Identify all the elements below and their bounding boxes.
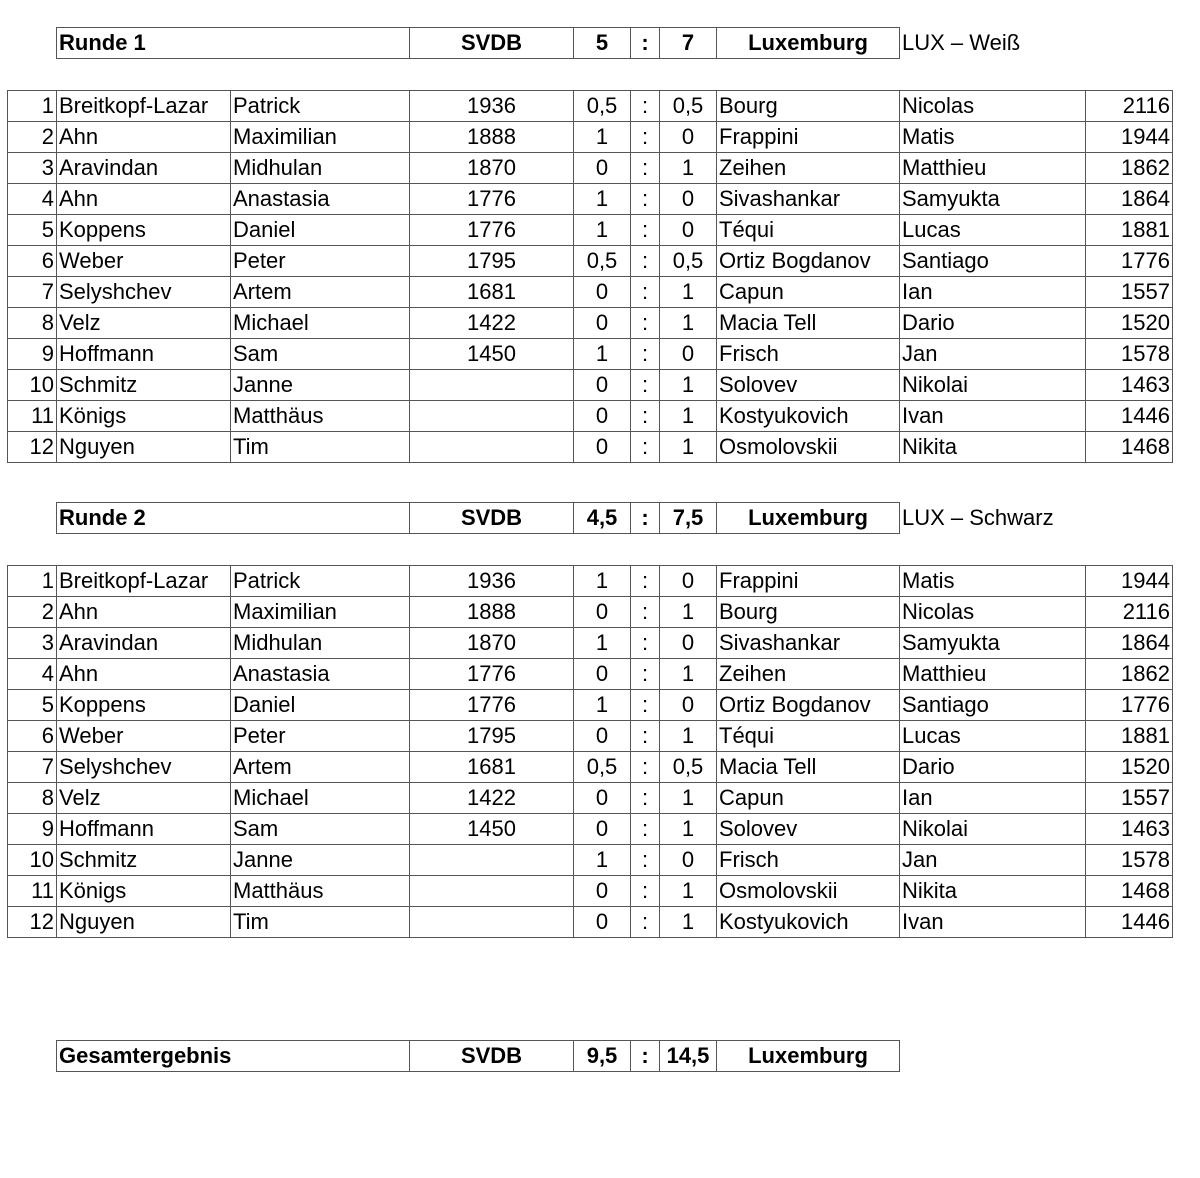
away-result: 1 — [660, 401, 717, 432]
total-label: Gesamtergebnis — [57, 1041, 410, 1072]
opponent-first-name: Nicolas — [900, 91, 1086, 122]
opponent-rating: 1557 — [1086, 783, 1173, 814]
away-result: 1 — [660, 277, 717, 308]
opponent-first-name: Nikolai — [900, 814, 1086, 845]
away-result: 1 — [660, 308, 717, 339]
away-result: 0,5 — [660, 246, 717, 277]
table-row — [8, 752, 1173, 783]
player-rating — [410, 907, 574, 938]
player-first-name: Tim — [231, 907, 410, 938]
opponent-first-name: Matis — [900, 122, 1086, 153]
opponent-last-name: Macia Tell — [717, 752, 900, 783]
board-number: 4 — [8, 659, 57, 690]
player-first-name: Anastasia — [231, 659, 410, 690]
player-first-name: Anastasia — [231, 184, 410, 215]
round-1-header — [56, 27, 1050, 59]
table-row — [8, 246, 1173, 277]
away-result: 0 — [660, 566, 717, 597]
opponent-last-name: Solovev — [717, 370, 900, 401]
table-row — [8, 659, 1173, 690]
opponent-last-name: Sivashankar — [717, 184, 900, 215]
player-last-name: Königs — [57, 876, 231, 907]
home-result: 1 — [574, 690, 631, 721]
result-separator: : — [631, 907, 660, 938]
player-first-name: Peter — [231, 721, 410, 752]
opponent-last-name: Frappini — [717, 566, 900, 597]
opponent-last-name: Téqui — [717, 215, 900, 246]
home-result: 1 — [574, 215, 631, 246]
player-first-name: Maximilian — [231, 122, 410, 153]
player-last-name: Koppens — [57, 215, 231, 246]
home-result: 0 — [574, 597, 631, 628]
opponent-first-name: Nikita — [900, 876, 1086, 907]
result-separator: : — [631, 246, 660, 277]
away-result: 1 — [660, 659, 717, 690]
color-note: LUX – Schwarz — [902, 505, 1054, 530]
opponent-rating: 1944 — [1086, 122, 1173, 153]
opponent-rating: 1520 — [1086, 308, 1173, 339]
player-last-name: Nguyen — [57, 432, 231, 463]
opponent-rating: 1468 — [1086, 876, 1173, 907]
player-rating: 1936 — [410, 91, 574, 122]
table-row — [8, 845, 1173, 876]
player-rating: 1870 — [410, 628, 574, 659]
player-rating: 1422 — [410, 783, 574, 814]
result-separator: : — [631, 215, 660, 246]
away-result: 1 — [660, 597, 717, 628]
away-score: 7,5 — [660, 503, 717, 534]
player-rating: 1450 — [410, 814, 574, 845]
player-last-name: Breitkopf-Lazar — [57, 566, 231, 597]
player-last-name: Ahn — [57, 597, 231, 628]
board-number: 12 — [8, 432, 57, 463]
home-result: 0 — [574, 721, 631, 752]
result-separator: : — [631, 814, 660, 845]
player-last-name: Ahn — [57, 659, 231, 690]
player-rating: 1776 — [410, 215, 574, 246]
away-result: 0,5 — [660, 91, 717, 122]
result-separator: : — [631, 370, 660, 401]
player-first-name: Matthäus — [231, 401, 410, 432]
away-result: 0 — [660, 845, 717, 876]
player-rating — [410, 845, 574, 876]
result-separator: : — [631, 432, 660, 463]
player-last-name: Ahn — [57, 122, 231, 153]
table-row — [8, 907, 1173, 938]
opponent-first-name: Nicolas — [900, 597, 1086, 628]
home-score: 4,5 — [574, 503, 631, 534]
board-number: 7 — [8, 752, 57, 783]
home-team: SVDB — [410, 1041, 574, 1072]
player-rating — [410, 876, 574, 907]
player-first-name: Patrick — [231, 566, 410, 597]
board-number: 3 — [8, 628, 57, 659]
round-2-pairings-table — [7, 565, 1173, 938]
opponent-rating: 1463 — [1086, 814, 1173, 845]
table-row — [8, 122, 1173, 153]
player-rating — [410, 401, 574, 432]
player-first-name: Matthäus — [231, 876, 410, 907]
result-separator: : — [631, 184, 660, 215]
score-separator: : — [631, 503, 660, 534]
opponent-first-name: Nikolai — [900, 370, 1086, 401]
player-last-name: Schmitz — [57, 845, 231, 876]
opponent-last-name: Zeihen — [717, 659, 900, 690]
opponent-first-name: Jan — [900, 339, 1086, 370]
opponent-last-name: Bourg — [717, 597, 900, 628]
result-separator: : — [631, 339, 660, 370]
home-result: 1 — [574, 566, 631, 597]
player-last-name: Aravindan — [57, 628, 231, 659]
board-number: 1 — [8, 566, 57, 597]
color-note: LUX – Weiß — [902, 30, 1021, 55]
result-separator: : — [631, 783, 660, 814]
opponent-rating: 1468 — [1086, 432, 1173, 463]
home-result: 0 — [574, 432, 631, 463]
result-separator: : — [631, 277, 660, 308]
player-rating: 1776 — [410, 184, 574, 215]
away-result: 0 — [660, 628, 717, 659]
player-rating — [410, 370, 574, 401]
opponent-last-name: Téqui — [717, 721, 900, 752]
player-first-name: Artem — [231, 752, 410, 783]
board-number: 10 — [8, 845, 57, 876]
opponent-first-name: Santiago — [900, 690, 1086, 721]
opponent-last-name: Ortiz Bogdanov — [717, 690, 900, 721]
board-number: 2 — [8, 597, 57, 628]
result-separator: : — [631, 659, 660, 690]
board-number: 11 — [8, 401, 57, 432]
player-last-name: Breitkopf-Lazar — [57, 91, 231, 122]
opponent-rating: 1864 — [1086, 184, 1173, 215]
player-rating: 1422 — [410, 308, 574, 339]
board-number: 2 — [8, 122, 57, 153]
player-last-name: Velz — [57, 783, 231, 814]
board-number: 12 — [8, 907, 57, 938]
result-separator: : — [631, 752, 660, 783]
away-score: 7 — [660, 28, 717, 59]
player-first-name: Midhulan — [231, 153, 410, 184]
opponent-last-name: Osmolovskii — [717, 432, 900, 463]
home-result: 0 — [574, 401, 631, 432]
opponent-first-name: Samyukta — [900, 184, 1086, 215]
home-result: 0,5 — [574, 91, 631, 122]
home-result: 0 — [574, 659, 631, 690]
opponent-first-name: Lucas — [900, 721, 1086, 752]
opponent-first-name: Santiago — [900, 246, 1086, 277]
result-separator: : — [631, 597, 660, 628]
home-result: 0 — [574, 308, 631, 339]
player-last-name: Ahn — [57, 184, 231, 215]
away-result: 1 — [660, 876, 717, 907]
home-result: 1 — [574, 122, 631, 153]
board-number: 1 — [8, 91, 57, 122]
table-row — [8, 215, 1173, 246]
table-row — [8, 566, 1173, 597]
home-result: 1 — [574, 628, 631, 659]
result-separator: : — [631, 876, 660, 907]
table-row — [8, 783, 1173, 814]
away-result: 0 — [660, 339, 717, 370]
opponent-rating: 1776 — [1086, 690, 1173, 721]
result-separator: : — [631, 308, 660, 339]
player-first-name: Michael — [231, 783, 410, 814]
opponent-first-name: Matthieu — [900, 659, 1086, 690]
away-result: 0 — [660, 184, 717, 215]
home-result: 1 — [574, 845, 631, 876]
player-first-name: Sam — [231, 339, 410, 370]
round-label: Runde 1 — [57, 28, 410, 59]
table-row — [8, 339, 1173, 370]
player-rating: 1681 — [410, 277, 574, 308]
away-result: 1 — [660, 370, 717, 401]
away-result: 1 — [660, 814, 717, 845]
opponent-last-name: Osmolovskii — [717, 876, 900, 907]
opponent-rating: 2116 — [1086, 597, 1173, 628]
round-2-header — [56, 502, 1080, 534]
opponent-first-name: Ivan — [900, 907, 1086, 938]
player-rating — [410, 432, 574, 463]
player-last-name: Schmitz — [57, 370, 231, 401]
opponent-rating: 1944 — [1086, 566, 1173, 597]
total-result-table — [56, 1040, 900, 1072]
board-number: 8 — [8, 783, 57, 814]
table-row — [8, 277, 1173, 308]
opponent-first-name: Matthieu — [900, 153, 1086, 184]
board-number: 5 — [8, 215, 57, 246]
away-team: Luxemburg — [717, 503, 900, 534]
opponent-rating: 1881 — [1086, 215, 1173, 246]
away-score: 14,5 — [660, 1041, 717, 1072]
player-rating: 1888 — [410, 122, 574, 153]
player-last-name: Koppens — [57, 690, 231, 721]
player-last-name: Aravindan — [57, 153, 231, 184]
player-first-name: Daniel — [231, 215, 410, 246]
table-row — [8, 370, 1173, 401]
away-result: 0 — [660, 690, 717, 721]
opponent-last-name: Kostyukovich — [717, 401, 900, 432]
opponent-first-name: Ian — [900, 277, 1086, 308]
score-separator: : — [631, 1041, 660, 1072]
table-row — [8, 814, 1173, 845]
player-first-name: Maximilian — [231, 597, 410, 628]
player-first-name: Midhulan — [231, 628, 410, 659]
result-separator: : — [631, 122, 660, 153]
opponent-last-name: Sivashankar — [717, 628, 900, 659]
opponent-last-name: Bourg — [717, 91, 900, 122]
opponent-rating: 1881 — [1086, 721, 1173, 752]
opponent-last-name: Frisch — [717, 339, 900, 370]
home-result: 0 — [574, 876, 631, 907]
result-separator: : — [631, 401, 660, 432]
away-result: 0,5 — [660, 752, 717, 783]
board-number: 6 — [8, 246, 57, 277]
board-number: 9 — [8, 339, 57, 370]
player-last-name: Weber — [57, 246, 231, 277]
player-last-name: Hoffmann — [57, 814, 231, 845]
opponent-first-name: Dario — [900, 752, 1086, 783]
home-result: 0 — [574, 907, 631, 938]
away-result: 1 — [660, 721, 717, 752]
home-team: SVDB — [410, 28, 574, 59]
opponent-first-name: Nikita — [900, 432, 1086, 463]
opponent-last-name: Frisch — [717, 845, 900, 876]
away-result: 1 — [660, 907, 717, 938]
table-row — [8, 597, 1173, 628]
away-team: Luxemburg — [717, 28, 900, 59]
table-row — [8, 628, 1173, 659]
opponent-first-name: Ian — [900, 783, 1086, 814]
player-rating: 1681 — [410, 752, 574, 783]
result-separator: : — [631, 628, 660, 659]
home-result: 1 — [574, 339, 631, 370]
opponent-rating: 1446 — [1086, 401, 1173, 432]
table-row — [8, 401, 1173, 432]
away-result: 0 — [660, 215, 717, 246]
player-last-name: Selyshchev — [57, 752, 231, 783]
board-number: 9 — [8, 814, 57, 845]
player-rating: 1936 — [410, 566, 574, 597]
player-last-name: Hoffmann — [57, 339, 231, 370]
player-rating: 1888 — [410, 597, 574, 628]
board-number: 5 — [8, 690, 57, 721]
player-rating: 1776 — [410, 690, 574, 721]
player-rating: 1795 — [410, 721, 574, 752]
opponent-rating: 1862 — [1086, 659, 1173, 690]
table-row — [8, 876, 1173, 907]
opponent-last-name: Capun — [717, 783, 900, 814]
player-rating: 1870 — [410, 153, 574, 184]
opponent-rating: 2116 — [1086, 91, 1173, 122]
table-row — [8, 153, 1173, 184]
player-last-name: Nguyen — [57, 907, 231, 938]
player-last-name: Weber — [57, 721, 231, 752]
opponent-first-name: Matis — [900, 566, 1086, 597]
player-last-name: Velz — [57, 308, 231, 339]
home-result: 0 — [574, 153, 631, 184]
table-row — [8, 690, 1173, 721]
opponent-first-name: Jan — [900, 845, 1086, 876]
opponent-rating: 1578 — [1086, 845, 1173, 876]
player-first-name: Janne — [231, 370, 410, 401]
player-first-name: Tim — [231, 432, 410, 463]
board-number: 11 — [8, 876, 57, 907]
opponent-last-name: Solovev — [717, 814, 900, 845]
home-result: 0 — [574, 370, 631, 401]
home-result: 0 — [574, 277, 631, 308]
table-row — [8, 721, 1173, 752]
opponent-first-name: Ivan — [900, 401, 1086, 432]
away-team: Luxemburg — [717, 1041, 900, 1072]
board-number: 4 — [8, 184, 57, 215]
player-rating: 1795 — [410, 246, 574, 277]
home-result: 0,5 — [574, 752, 631, 783]
home-team: SVDB — [410, 503, 574, 534]
player-rating: 1776 — [410, 659, 574, 690]
home-result: 0 — [574, 783, 631, 814]
player-first-name: Daniel — [231, 690, 410, 721]
table-row — [8, 91, 1173, 122]
result-separator: : — [631, 721, 660, 752]
opponent-rating: 1776 — [1086, 246, 1173, 277]
player-first-name: Peter — [231, 246, 410, 277]
opponent-first-name: Lucas — [900, 215, 1086, 246]
opponent-last-name: Zeihen — [717, 153, 900, 184]
table-row — [8, 308, 1173, 339]
round-label: Runde 2 — [57, 503, 410, 534]
player-first-name: Sam — [231, 814, 410, 845]
opponent-rating: 1557 — [1086, 277, 1173, 308]
opponent-last-name: Macia Tell — [717, 308, 900, 339]
opponent-last-name: Capun — [717, 277, 900, 308]
table-row — [8, 184, 1173, 215]
away-result: 1 — [660, 153, 717, 184]
opponent-last-name: Kostyukovich — [717, 907, 900, 938]
opponent-rating: 1862 — [1086, 153, 1173, 184]
board-number: 7 — [8, 277, 57, 308]
home-result: 0,5 — [574, 246, 631, 277]
home-score: 9,5 — [574, 1041, 631, 1072]
opponent-rating: 1520 — [1086, 752, 1173, 783]
away-result: 1 — [660, 783, 717, 814]
player-last-name: Königs — [57, 401, 231, 432]
player-first-name: Artem — [231, 277, 410, 308]
board-number: 6 — [8, 721, 57, 752]
result-separator: : — [631, 153, 660, 184]
opponent-rating: 1463 — [1086, 370, 1173, 401]
result-separator: : — [631, 91, 660, 122]
result-separator: : — [631, 845, 660, 876]
opponent-rating: 1864 — [1086, 628, 1173, 659]
result-separator: : — [631, 566, 660, 597]
opponent-first-name: Samyukta — [900, 628, 1086, 659]
home-result: 1 — [574, 184, 631, 215]
player-first-name: Michael — [231, 308, 410, 339]
score-separator: : — [631, 28, 660, 59]
away-result: 1 — [660, 432, 717, 463]
away-result: 0 — [660, 122, 717, 153]
result-separator: : — [631, 690, 660, 721]
opponent-rating: 1446 — [1086, 907, 1173, 938]
player-first-name: Janne — [231, 845, 410, 876]
round-1-pairings-table — [7, 90, 1173, 463]
opponent-rating: 1578 — [1086, 339, 1173, 370]
player-last-name: Selyshchev — [57, 277, 231, 308]
board-number: 10 — [8, 370, 57, 401]
board-number: 8 — [8, 308, 57, 339]
player-rating: 1450 — [410, 339, 574, 370]
home-result: 0 — [574, 814, 631, 845]
opponent-last-name: Frappini — [717, 122, 900, 153]
table-row — [8, 432, 1173, 463]
player-first-name: Patrick — [231, 91, 410, 122]
board-number: 3 — [8, 153, 57, 184]
home-score: 5 — [574, 28, 631, 59]
opponent-last-name: Ortiz Bogdanov — [717, 246, 900, 277]
opponent-first-name: Dario — [900, 308, 1086, 339]
